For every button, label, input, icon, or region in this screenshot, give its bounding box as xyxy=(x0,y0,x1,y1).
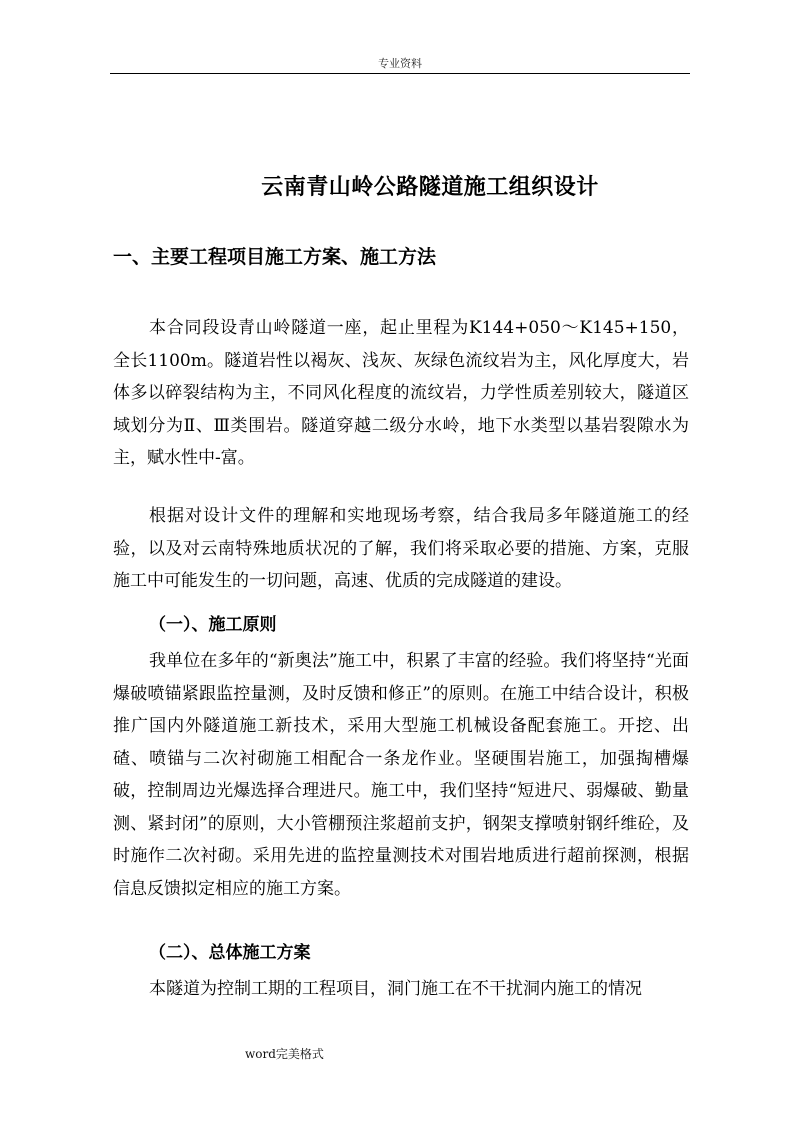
page-footer: word完美格式 xyxy=(245,1047,324,1061)
paragraph-project-overview: 本合同段设青山岭隧道一座，起止里程为K144+050～K145+150，全长1100m。隧道岩性以褐灰、浅灰、灰绿色流纹岩为主，风化厚度大，岩体多以碎裂结构为主，不同风化程度的流纹岩，力学性质差别较大，隧道区域划分为Ⅱ、Ⅲ类围岩。隧道穿越二级分水岭，地下水类型以基岩裂隙水为主，赋水性中-富。 xyxy=(113,318,689,468)
paragraph-overall-plan: 本隧道为控制工期的工程项目，洞门施工在不干扰洞内施工的情况 xyxy=(149,979,642,999)
paragraph-approach: 根据对设计文件的理解和实地现场考察，结合我局多年隧道施工的经验，以及对云南特殊地质状况的了解，我们将采取必要的措施、方案，克服施工中可能发生的一切问题，高速、优质的完成隧道的建设。 xyxy=(113,506,689,591)
subsection-heading-principles: （一）、施工原则 xyxy=(149,615,277,635)
header-divider xyxy=(110,73,690,74)
page-header: 专业资料 xyxy=(378,57,422,70)
paragraph-principles: 我单位在多年的“新奥法”施工中，积累了丰富的经验。我们将坚持“光面爆破喷锚紧跟监控量测，及时反馈和修正”的原则。在施工中结合设计，积极推广国内外隧道施工新技术，采用大型施工机械设备配套施工。开挖、出碴、喷锚与二次衬砌施工相配合一条龙作业。坚硬围岩施工，加强掏槽爆破，控制周边光爆选择合理进尺。施工中，我们坚持“短进尺、弱爆破、勤量测、紧封闭”的原则，大小管棚预注浆超前支护，钢架支撑喷射钢纤维砼，及时施作二次衬砌。采用先进的监控量测技术对围岩地质进行超前探测，根据信息反馈拟定相应的施工方案。 xyxy=(113,651,689,899)
section-heading-1: 一、主要工程项目施工方案、施工方法 xyxy=(113,246,437,268)
subsection-heading-overall-plan: （二）、总体施工方案 xyxy=(149,943,311,963)
document-title: 云南青山岭公路隧道施工组织设计 xyxy=(261,174,599,200)
